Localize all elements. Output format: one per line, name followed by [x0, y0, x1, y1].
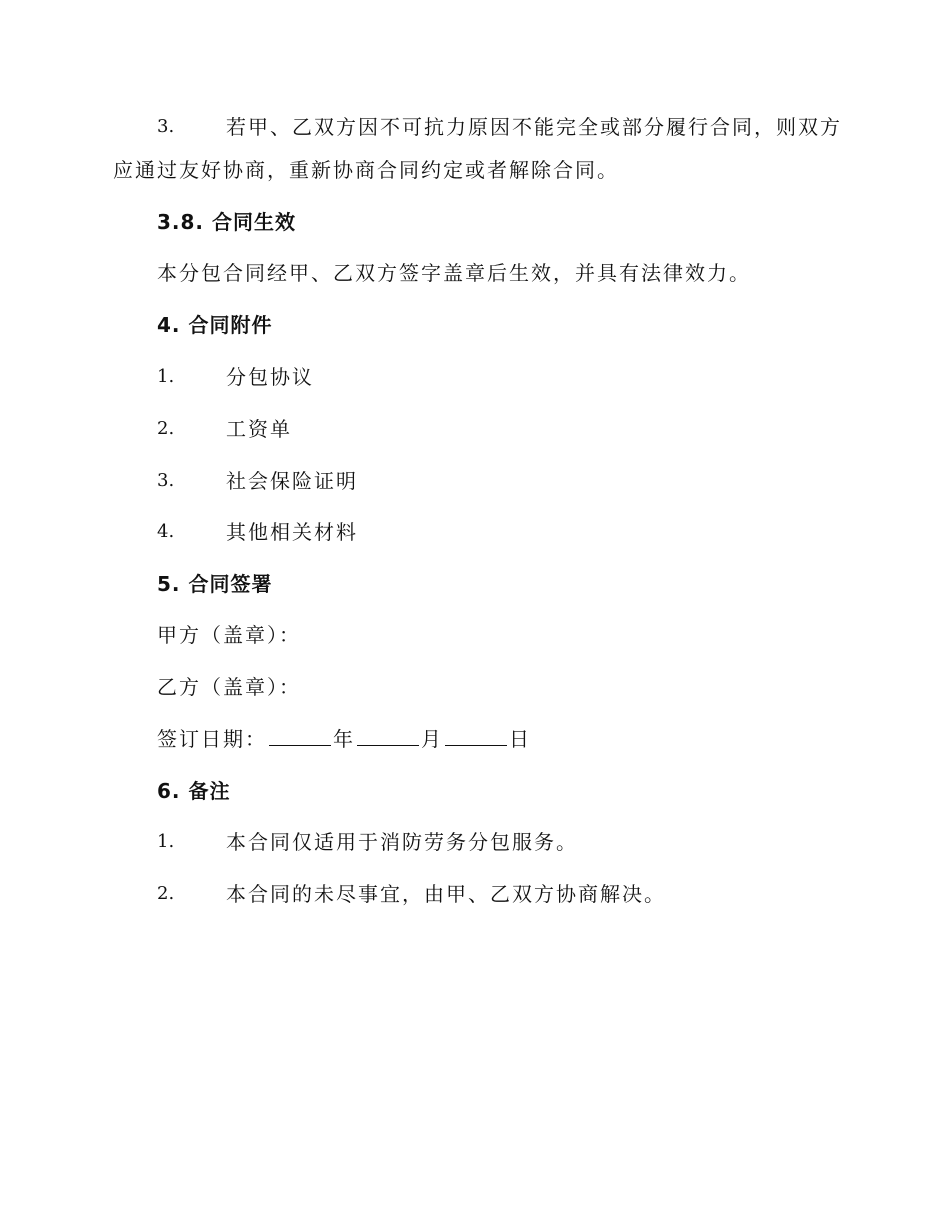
section-heading-signing: 5. 合同签署: [157, 572, 273, 596]
list-item-text: 社会保险证明: [226, 469, 358, 493]
month-label: 月: [421, 727, 443, 751]
section-heading-remarks: 6. 备注: [157, 779, 231, 803]
party-b-seal: 乙方（盖章）：: [157, 675, 301, 699]
month-blank[interactable]: [357, 727, 419, 746]
year-blank[interactable]: [269, 727, 331, 746]
day-label: 日: [509, 727, 531, 751]
section-heading-attachments: 4. 合同附件: [157, 313, 273, 337]
clause-text-line1: 若甲、乙双方因不可抗力原因不能完全或部分履行合同，则双方: [226, 115, 842, 139]
party-a-seal: 甲方（盖章）：: [157, 623, 301, 647]
list-item-text: 工资单: [226, 417, 292, 441]
list-item-number: 2.: [157, 883, 175, 904]
list-item-text: 分包协议: [226, 365, 314, 389]
effect-text: 本分包合同经甲、乙双方签字盖章后生效，并具有法律效力。: [157, 261, 751, 285]
list-item-number: 1.: [157, 831, 175, 852]
day-blank[interactable]: [445, 727, 507, 746]
list-item-number: 1.: [157, 366, 175, 387]
list-item-number: 3.: [157, 470, 175, 491]
section-heading-effect: 3.8. 合同生效: [157, 210, 296, 234]
signing-date-line: [157, 726, 531, 752]
list-item-text: 本合同仅适用于消防劳务分包服务。: [226, 830, 578, 854]
year-label: 年: [333, 727, 355, 751]
clause-number: 3.: [157, 116, 175, 137]
list-item-number: 4.: [157, 521, 175, 542]
list-item-text: 其他相关材料: [226, 520, 358, 544]
list-item-text: 本合同的未尽事宜，由甲、乙双方协商解决。: [226, 882, 666, 906]
list-item-number: 2.: [157, 418, 175, 439]
clause-text-line2: 应通过友好协商，重新协商合同约定或者解除合同。: [113, 158, 619, 182]
date-label: 签订日期：: [157, 727, 267, 751]
